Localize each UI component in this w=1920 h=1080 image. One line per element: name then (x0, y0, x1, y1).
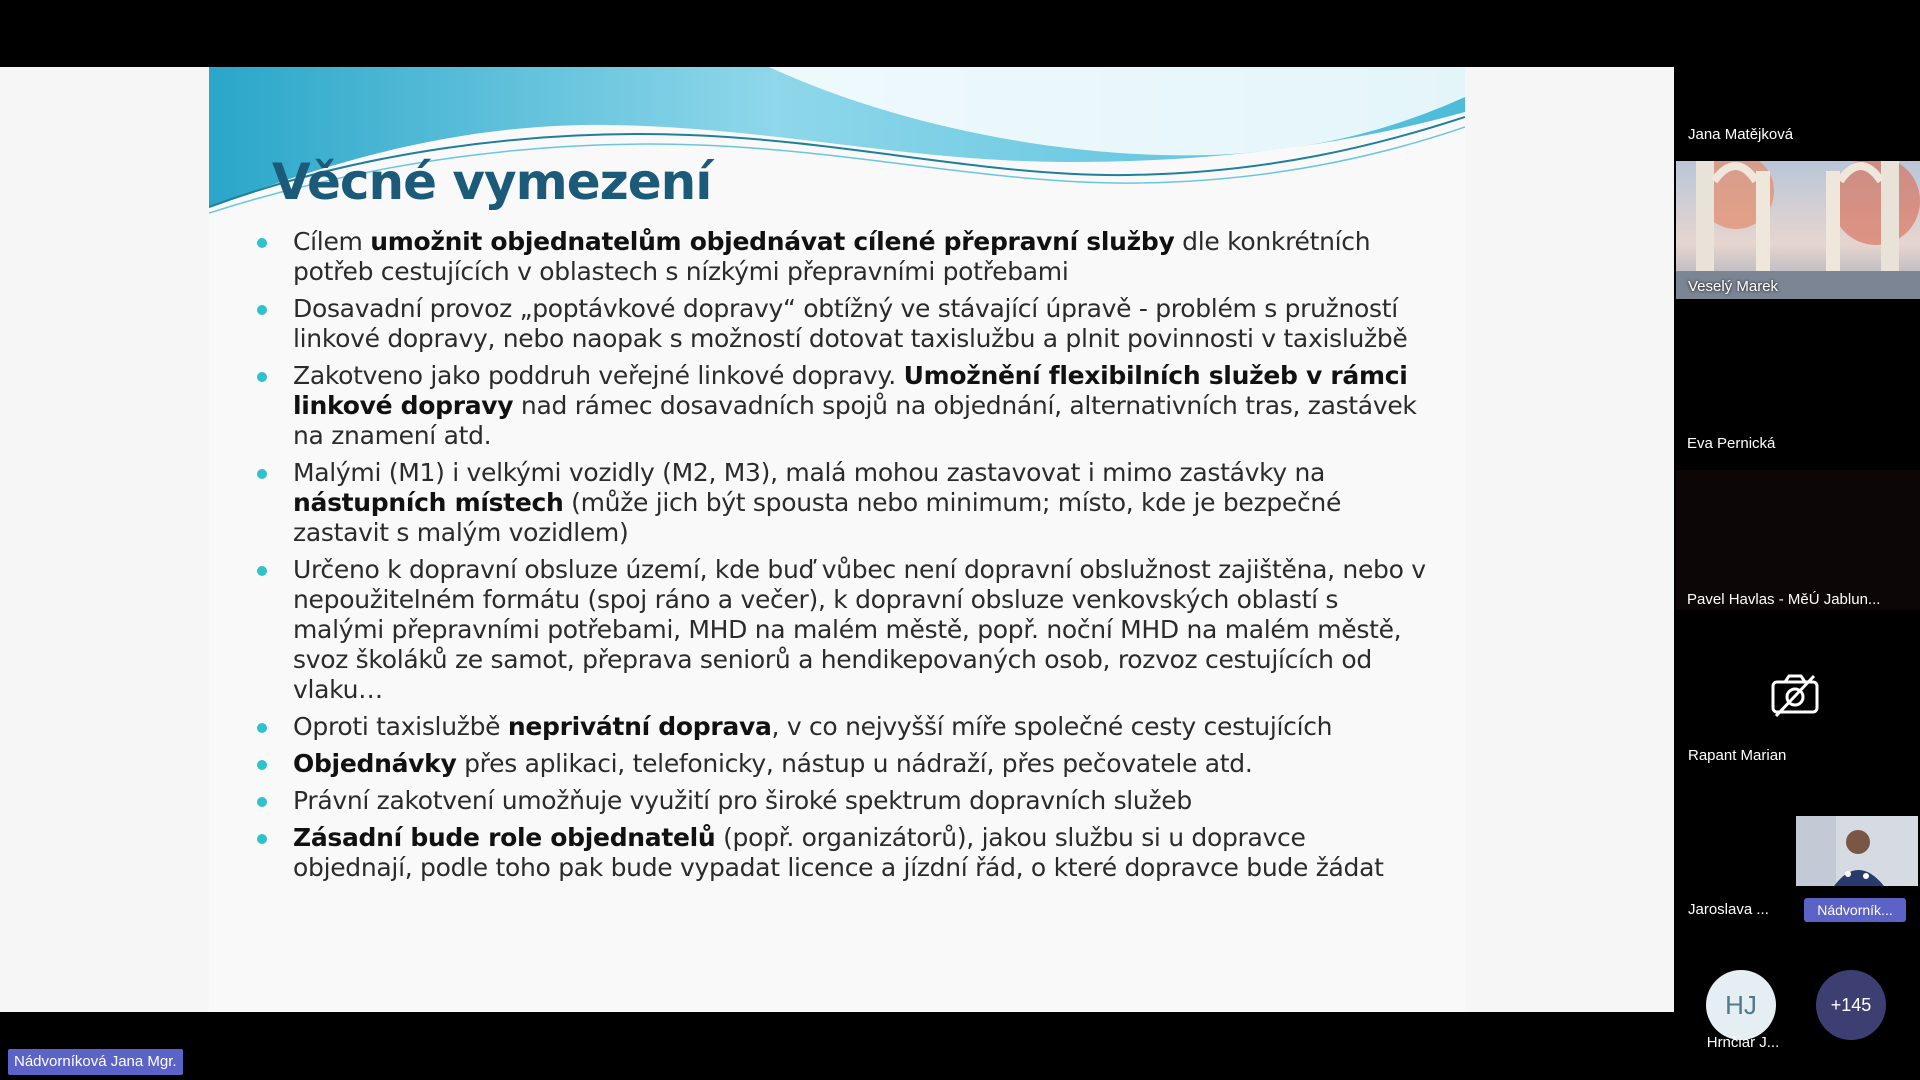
bullet-bold-text: Zásadní bude role objednatelů (293, 823, 716, 852)
bullet-text (293, 458, 1341, 547)
bullet-item (245, 458, 1430, 548)
bullet-text-segment: , v co nejvyšší míře společné cesty cestujících (771, 712, 1333, 741)
bullet-list (245, 227, 1430, 890)
bullet-bold-text: nástupních místech (293, 488, 564, 517)
participant-video-tile[interactable] (1676, 161, 1920, 299)
bullet-text (293, 749, 1253, 778)
bullet-text (293, 555, 1426, 704)
bullet-text-segment: Oproti taxislužbě (293, 712, 508, 741)
participant-name: Jaroslava ... (1688, 901, 1769, 918)
bullet-item (245, 786, 1430, 816)
presenter-name-label: Nádvorníková Jana Mgr. (8, 1049, 183, 1075)
bullet-text (293, 786, 1192, 815)
bullet-text-segment: Cílem (293, 227, 371, 256)
bullet-item (245, 361, 1430, 451)
shared-screen (0, 67, 1674, 1012)
bullet-bold-text: neprivátní doprava (507, 712, 772, 741)
bullet-item (245, 749, 1430, 779)
participant-name: Pavel Havlas - MěÚ Jablun... (1687, 591, 1881, 608)
bullet-text (293, 823, 1384, 882)
bullet-text-segment: (popř. organizátorů), jakou službu si u dopravce objednají, podle toho pak bude vypadat licence a jízdní řád, o které dopravce bude žádat (293, 823, 1384, 882)
bullet-dot-icon (257, 238, 267, 248)
bullet-dot-icon (257, 797, 267, 807)
bullet-dot-icon (257, 723, 267, 733)
bullet-bold-text: Objednávky (293, 749, 457, 778)
bullet-text (293, 294, 1407, 353)
participant-video-tile[interactable] (1676, 470, 1920, 610)
bullet-item (245, 555, 1430, 705)
participant-name-pill: Nádvorník... (1804, 898, 1906, 922)
bullet-text-segment: přes aplikaci, telefonicky, nástup u nádraží, přes pečovatele atd. (456, 749, 1253, 778)
bullet-dot-icon (257, 469, 267, 479)
bullet-text (293, 227, 1370, 286)
self-video-tile[interactable] (1796, 816, 1918, 886)
participant-name: Eva Pernická (1687, 435, 1776, 452)
bullet-bold-text: Umožnění flexibilních služeb v rámci linkové dopravy (293, 361, 1408, 420)
bullet-text-segment: Dosavadní provoz „poptávkové dopravy“ obtížný ve stávající úpravě - problém s pružností linkové dopravy, nebo naopak s možností dotovat taxislužbu a plnit povinnosti v taxislužbě (293, 294, 1408, 353)
more-participants-button[interactable]: +145 (1816, 970, 1886, 1040)
participant-avatar[interactable]: HJ (1706, 970, 1776, 1040)
bullet-dot-icon (257, 834, 267, 844)
slide-title: Věcné vymezení (272, 153, 712, 211)
bullet-item (245, 712, 1430, 742)
camera-off-icon (1770, 672, 1820, 718)
bullet-text-segment: nad rámec dosavadních spojů na objednání, alternativních tras, zastávek na znamení atd. (293, 391, 1417, 450)
bullet-dot-icon (257, 566, 267, 576)
bullet-bold-text: umožnit objednatelům objednávat cílené přepravní služby (370, 227, 1175, 256)
bullet-text-segment: dle konkrétních potřeb cestujících v oblastech s nízkými přepravními potřebami (293, 227, 1371, 286)
bullet-text-segment: Malými (M1) i velkými vozidly (M2, M3), malá mohou zastavovat i mimo zastávky na (293, 458, 1326, 487)
bullet-dot-icon (257, 372, 267, 382)
bullet-text (293, 712, 1332, 741)
participant-video-image (1796, 816, 1918, 886)
participant-name: Hrnčiar J... (1706, 1034, 1780, 1051)
participant-name: Rapant Marian (1688, 747, 1787, 764)
bullet-item (245, 227, 1430, 287)
bullet-dot-icon (257, 305, 267, 315)
bullet-text-segment: Zakotveno jako poddruh veřejné linkové dopravy. (293, 361, 904, 390)
bullet-dot-icon (257, 760, 267, 770)
bullet-item (245, 294, 1430, 354)
bullet-text (293, 361, 1417, 450)
participant-name: Jana Matějková (1688, 126, 1794, 143)
bullet-item (245, 823, 1430, 883)
bullet-text-segment: Určeno k dopravní obsluze území, kde buď vůbec není dopravní obslužnost zajištěna, nebo v nepoužitelném formátu (spoj ráno a večer), k dopravní obsluze venkovských oblastí s malými přepravními potřebami, MHD na malém městě, popř. noční MHD na malém městě, svoz školáků ze samot, přeprava seniorů a hendikepovaných osob, rozvoz cestujících od vlaku… (293, 555, 1426, 704)
presentation-slide (209, 67, 1465, 1012)
participant-name: Veselý Marek (1688, 278, 1779, 295)
bullet-text-segment: Právní zakotvení umožňuje využití pro široké spektrum dopravních služeb (293, 786, 1192, 815)
bullet-text-segment: (může jich být spousta nebo minimum; místo, kde je bezpečné zastavit s malým vozidlem) (293, 488, 1342, 547)
